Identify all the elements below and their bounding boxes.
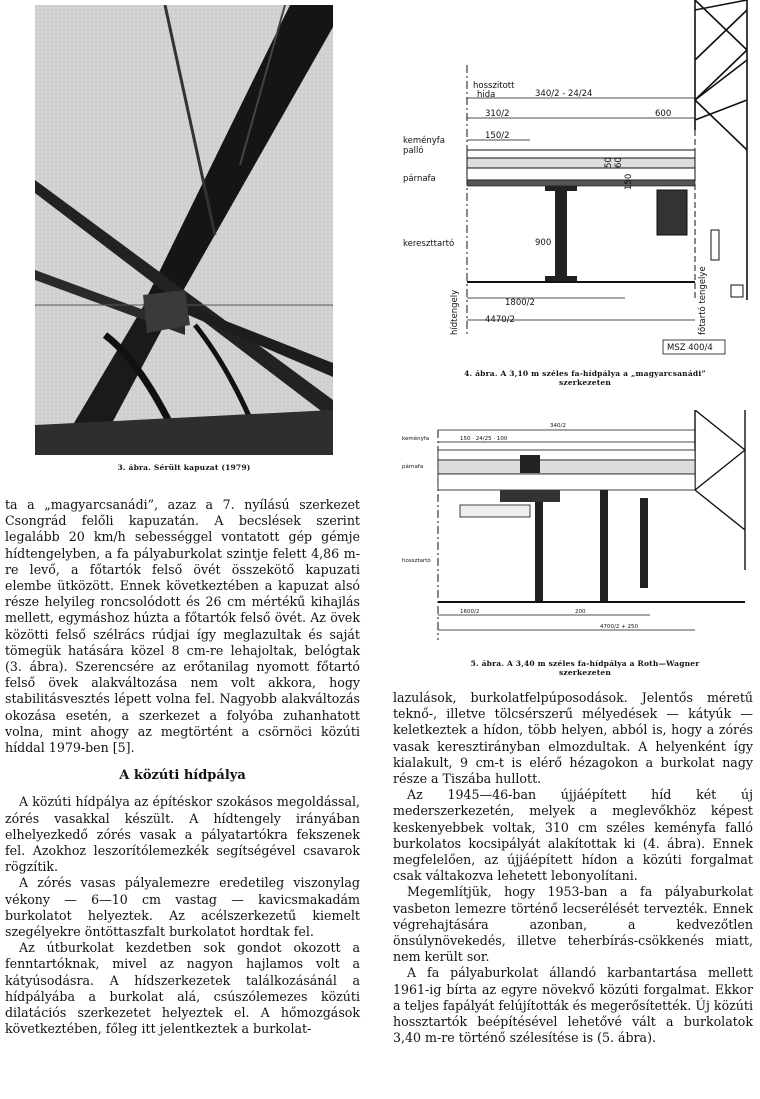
label-900: 900 — [535, 238, 552, 248]
label-parnafa: párnafa — [403, 174, 436, 184]
right-paragraph-4: A fa pályaburkolat állandó karbantartása mellett 1961-ig bírta az egyre növekvő közúti forgalmat. Ekkor a teljes fapályát felújították és megerősítették. Új közúti hossztartók beépítésével lehetővé vált a burkolatok 3,40 m-re történő szélesítése is (5. ábra). — [393, 965, 753, 1046]
label-1800: 1800/2 — [505, 298, 535, 308]
label-hida: hida — [477, 90, 496, 100]
label-600: 600 — [655, 109, 672, 119]
f5-label-4700: 4700/2 + 250 — [600, 624, 638, 630]
figure-5-caption-line1: 5. ábra. A 3,40 m széles fa-hídpálya a Roth—Wagner — [470, 659, 700, 668]
label-dim-top: 340/2 - 24/24 — [535, 89, 593, 99]
right-paragraph-1: lazulások, burkolatfelpúposodások. Jelentős méretű teknő-, illetve tölcsérszerű mélyedések — kátyúk — keletkeztek a hídon, több helyen, abból is, hogy a zórés vasak keresztirányban elmozdultak. A helyenként így kialakult, 9 cm-t is elérő hézagokon a burkolat nagy része a Tiszába hullott. — [393, 690, 753, 787]
f5-label-1600: 1600/2 — [460, 609, 480, 615]
left-paragraph-3: A zórés vasas pályalemezre eredetileg viszonylag vékony — 6—10 cm vastag — kavicsmakadám burkolatot helyeztek. Az acélszerkezetű kiemelt szegélyekre öntöttaszfalt burkolatot hordtak fel. — [5, 875, 360, 940]
f5-label-200: 200 — [575, 609, 586, 615]
label-310: 310/2 — [485, 109, 510, 119]
left-paragraph-4: Az útburkolat kezdetben sok gondot okozott a fenntartóknak, mivel az nagyon hajlamos volt a kátyúsodásra. A hídszerkezetek találkozásánál a hídpályába a burkolat alá, csúszólemezes közúti dilatációs szerkezetet helyeztek el. A hőmozgások következtében, főleg itt jelentkeztek a burkolat- — [5, 940, 360, 1037]
left-paragraph-2: A közúti hídpálya az építéskor szokásos megoldással, zórés vasakkal készült. A hídtengely irányában elhelyezkedő zórés vasak a pályatartókra fekszenek fel. Azokhoz leszorítólemezkék segítségével csavarok rögzítik. — [5, 794, 360, 875]
right-column — [393, 690, 753, 1046]
label-150: 150/2 — [485, 131, 510, 141]
label-standard: MSZ 400/4 — [667, 343, 713, 353]
section-heading: A közúti hídpálya — [119, 768, 246, 784]
f5-label-top2: 150 · 24/25 · 100 — [460, 436, 508, 442]
label-keresztarto: kereszttartó — [403, 239, 455, 249]
f5-label-side1: keményfa — [402, 436, 430, 442]
damaged-portal-image — [35, 5, 333, 455]
left-column — [5, 497, 360, 1038]
label-hidtengely: hídtengely — [450, 289, 460, 335]
photo-caption: 3. ábra. Sérült kapuzat (1979) — [117, 463, 251, 472]
label-dv2: 60 — [614, 157, 624, 168]
f5-label-side3: hossztartó — [402, 558, 431, 564]
truss-lattice — [695, 0, 747, 300]
f5-label-side2: párnafa — [402, 464, 424, 470]
photo-damaged-portal — [35, 5, 333, 455]
right-paragraph-2: Az 1945—46-ban újjáépített híd két új mederszerkezetén, melyek a meglevőkhöz képest keskenyebbek voltak, 310 cm széles keményfa falló burkolatos kocsipályát alakítottak ki (4. ábra). Ennek megfelelően, az újjáépített hídon a közúti forgalmat csak váltakozva lehetett lebonyolítani. — [393, 787, 753, 884]
label-fotarto-tengelye: főtartó tengelye — [698, 266, 708, 335]
left-paragraph-1: ta a „magyarcsanádi”, azaz a 7. nyílású szerkezet Csongrád felőli kapuzatán. A becslések szerint legalább 20 km/h sebességgel vontatott gép gémje hídtengelyben, a fa pályaburkolat szintje felett 4,86 m-re levő, a főtartók felső övét összekötő kapuzati elembe ütközött. Ennek következtében a kapuzat alsó része helyileg roncsolódott és 26 cm mértékű kihajlás mellett, egymáshoz húzta a főtartók felső övét. Az övek közötti felső szélrács rúdjai így meglazultak és saját tömegük hatására közel 8 cm-re lehajoltak, belógtak (3. ábra). Szerencsére az erőtanilag nyomott főtartó felső övek alakváltozása nem volt akkora, hogy stabilitásvesztés lépett volna fel. Nagyobb alakváltozás okozása esetén, a szerkezet a folyóba zuhanhatott volna, mint ahogy az megtörtént a csörnöci közúti híddal 1979-ben [5]. — [5, 497, 360, 756]
right-paragraph-3: Megemlítjük, hogy 1953-ban a fa pályaburkolat vasbeton lemezre történő lecserélését tervezték. Ennek végrehajtására azonban, a kedvezőtlen önsúlynövekedés, illetve teherbírás-csökkenés miatt, nem került sor. — [393, 884, 753, 965]
figure-4-drawing — [395, 0, 760, 360]
label-pallo: palló — [403, 146, 424, 156]
label-hosszitott: hosszitott — [473, 81, 515, 91]
label-dv3: 150 — [624, 173, 634, 190]
figure-4-caption-line1: 4. ábra. A 3,10 m széles fa-hídpálya a „magyarcsanádi” — [464, 369, 706, 378]
figure-4-caption-line2: szerkezeten — [558, 378, 612, 387]
figure-5-caption-line2: szerkezeten — [558, 668, 612, 677]
label-dv1: 50 — [604, 157, 614, 168]
label-4470: 4470/2 — [485, 315, 515, 325]
label-kemenyfa: keményfa — [403, 136, 445, 146]
figure-5-drawing — [400, 410, 760, 655]
f5-label-top1: 340/2 — [550, 423, 566, 429]
